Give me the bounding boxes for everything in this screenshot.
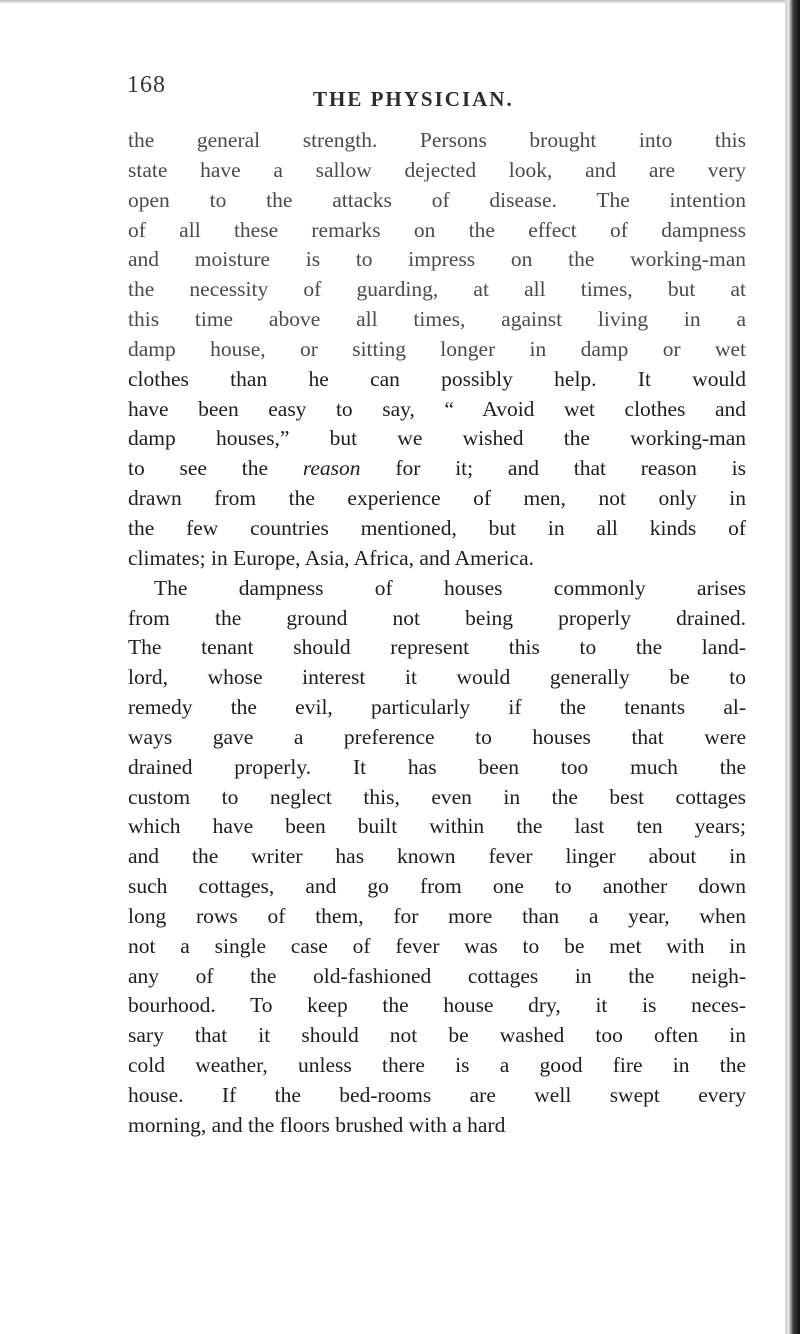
text-line: drained properly. It has been too much the [128,754,746,779]
text-line: the necessity of guarding, at all times, but at [128,277,746,302]
text-line: custom to neglect this, even in the best cottages [128,784,746,809]
text-line-with-emphasis [128,454,746,484]
paragraph-start-line: The dampness of houses commonly arises [154,575,746,600]
text-fragment: for it; and that reason is [395,456,747,481]
text-line: of all these remarks on the effect of dampness [128,217,746,242]
page-number: 168 [127,72,166,98]
text-line: not a single case of fever was to be met with in [128,933,746,958]
text-line: have been easy to say, “ Avoid wet clothes and [128,396,746,421]
emphasized-word: reason [302,456,361,481]
text-line: climates; in Europe, Asia, Africa, and America. [128,545,534,570]
text-line: damp house, or sitting longer in damp or wet [128,336,746,361]
text-line: morning, and the floors brushed with a hard [128,1112,506,1137]
text-fragment: to see the [128,456,269,481]
page-right-edge [788,0,800,1334]
text-line: which have been built within the last ten years; [128,814,746,839]
text-line: clothes than he can possibly help. It would [128,366,746,391]
text-line: The tenant should represent this to the land- [128,635,746,660]
text-line: from the ground not being properly drained. [128,605,746,630]
text-line: state have a sallow dejected look, and are very [128,157,746,182]
text-line: ways gave a preference to houses that were [128,724,746,749]
text-line: any of the old-fashioned cottages in the neigh- [128,963,746,988]
page-top-edge [0,0,800,4]
text-line: lord, whose interest it would generally be to [128,665,746,690]
text-line: drawn from the experience of men, not only in [128,486,746,511]
text-line: and moisture is to impress on the working-man [128,247,746,272]
text-line: sary that it should not be washed too often in [128,1023,746,1048]
text-line: long rows of them, for more than a year, when [128,903,746,928]
text-line: open to the attacks of disease. The intention [128,187,746,212]
running-head: THE PHYSICIAN. [313,87,514,111]
text-line: the general strength. Persons brought into this [128,128,746,152]
text-line: such cottages, and go from one to another down [128,874,746,899]
text-line: the few countries mentioned, but in all kinds of [128,515,746,540]
text-line: bourhood. To keep the house dry, it is neces- [128,993,746,1018]
text-line: this time above all times, against living in a [128,307,746,332]
text-line: and the writer has known fever linger about in [128,844,746,869]
text-line: house. If the bed-rooms are well swept every [128,1083,746,1107]
text-line: damp houses,” but we wished the working-man [128,426,746,451]
body-text [128,126,746,1141]
text-line: cold weather, unless there is a good fire in the [128,1053,746,1078]
text-line: remedy the evil, particularly if the tenants al- [128,695,746,720]
